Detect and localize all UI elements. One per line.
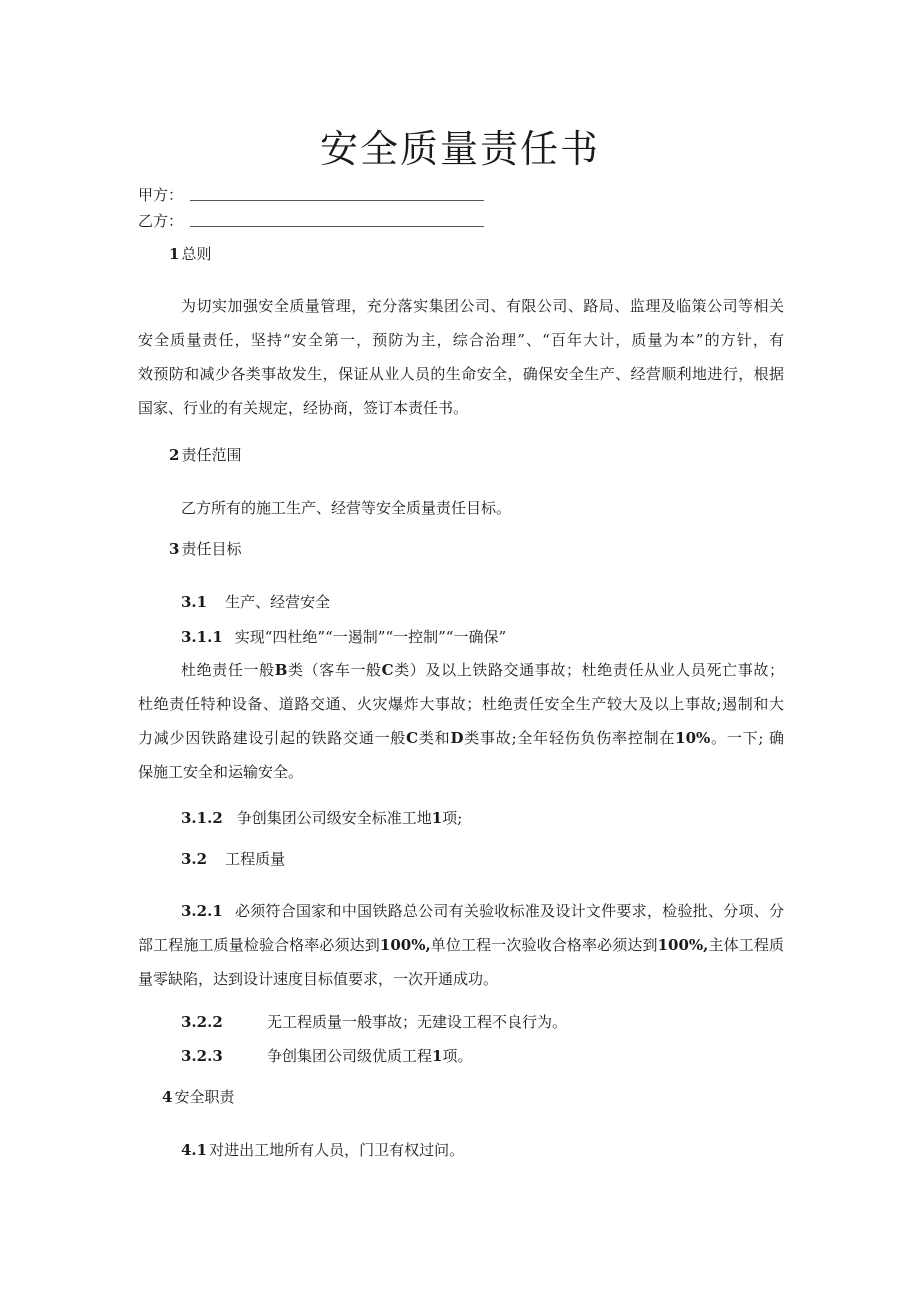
text-run: 类（客车一般 <box>287 661 382 679</box>
item-text: 项; <box>442 809 463 827</box>
section-number: 4.1 <box>181 1141 208 1159</box>
paragraph-line: 为切实加强安全质量管理，充分落实集团公司、有限公司、路局、监理及临策公司等相关 <box>181 297 784 315</box>
item-count: 1 <box>431 809 443 827</box>
section-2-heading <box>169 444 241 465</box>
section-number: 3.2.3 <box>181 1047 223 1065</box>
section-title: 总则 <box>181 245 212 263</box>
text-run: 力减少因铁路建设引起的铁路交通一般 <box>138 729 407 747</box>
section-4-1 <box>181 1139 464 1160</box>
section-2-paragraph: 乙方所有的施工生产、经营等安全质量责任目标。 <box>181 499 512 517</box>
item-text: 争创集团公司级安全标准工地 <box>236 809 432 827</box>
section-title: 实现“四杜绝”“一遏制”“一控制”“一确保” <box>234 628 507 646</box>
section-3-2-2 <box>181 1011 567 1032</box>
paragraph-line: 保施工安全和运输安全。 <box>138 763 304 781</box>
paragraph-line: 国家、行业的有关规定，经协商，签订本责任书。 <box>138 399 469 417</box>
text-run: 10% <box>675 729 711 747</box>
section-3-2-1-paragraph <box>138 894 784 996</box>
section-number: 4 <box>162 1088 173 1106</box>
section-number: 3 <box>169 540 180 558</box>
text-run: 100%, <box>379 936 431 954</box>
section-number: 1 <box>169 245 180 263</box>
item-text: 项。 <box>442 1047 473 1065</box>
paragraph-line <box>138 928 784 962</box>
text-run: C <box>381 661 394 679</box>
party-b-underline <box>190 226 484 227</box>
section-number: 3.2.1 <box>181 902 223 920</box>
section-1-heading <box>169 243 211 264</box>
section-3-heading <box>169 538 241 559</box>
section-title: 安全职责 <box>174 1088 235 1106</box>
paragraph-line: 安全质量责任，坚持“安全第一，预防为主，综合治理”、“百年大计，质量为本”的方针，有 <box>138 331 784 349</box>
text-run: 杜绝责任一般 <box>181 661 275 679</box>
section-3-2-heading <box>181 848 285 869</box>
item-text: 争创集团公司级优质工程 <box>267 1047 433 1065</box>
section-4-heading <box>162 1086 234 1107</box>
section-number: 3.2.2 <box>181 1013 223 1031</box>
text-run: D <box>450 729 464 747</box>
section-title: 工程质量 <box>225 850 286 868</box>
party-a-field <box>138 184 183 205</box>
text-run: B <box>274 661 288 679</box>
section-3-1-1-paragraph <box>138 653 784 789</box>
party-a-label: 甲方： <box>138 186 184 204</box>
text-run: 类）及以上铁路交通事故；杜绝责任从业人员死亡事故； <box>393 661 784 679</box>
text-run: 部工程施工质量检验合格率必须达到 <box>138 936 380 954</box>
text-run: 主体工程质 <box>708 936 784 954</box>
text-run: 100%, <box>657 936 709 954</box>
document-title: 安全质量责任书 <box>319 127 600 171</box>
section-1-paragraph <box>138 289 784 425</box>
section-title: 责任目标 <box>181 540 242 558</box>
paragraph-line: 量零缺陷，达到设计速度目标值要求，一次开通成功。 <box>138 970 499 988</box>
paragraph-line: 效预防和减少各类事故发生，保证从业人员的生命安全，确保安全生产、经营顺利地进行，根据 <box>138 365 784 383</box>
text-run: 类事故;全年轻伤负伤率控制在 <box>463 729 676 747</box>
party-a-underline <box>190 200 484 201</box>
section-title: 责任范围 <box>181 446 242 464</box>
section-number: 3.2 <box>181 850 208 868</box>
party-b-label: 乙方： <box>138 212 184 230</box>
section-3-1-1-heading <box>181 626 506 647</box>
text-run: 。一下; 确 <box>710 729 784 747</box>
section-number: 2 <box>169 446 180 464</box>
section-3-1-heading <box>181 591 330 612</box>
section-number: 3.1.2 <box>181 809 223 827</box>
section-3-1-2 <box>181 807 462 828</box>
paragraph-line <box>138 894 784 928</box>
item-text: 对进出工地所有人员，门卫有权过问。 <box>209 1141 465 1159</box>
text-run: 类和 <box>418 729 451 747</box>
text-run: 单位工程一次验收合格率必须达到 <box>430 936 658 954</box>
section-number: 3.1 <box>181 593 208 611</box>
text-run: C <box>406 729 419 747</box>
paragraph-line <box>138 721 784 755</box>
section-title: 生产、经营安全 <box>225 593 331 611</box>
section-3-2-3 <box>181 1045 472 1066</box>
paragraph-line <box>138 653 784 687</box>
item-text: 无工程质量一般事故；无建设工程不良行为。 <box>267 1013 568 1031</box>
party-b-field <box>138 210 183 231</box>
text-run: 必须符合国家和中国铁路总公司有关验收标准及设计文件要求，检验批、分项、分 <box>234 902 784 920</box>
item-count: 1 <box>432 1047 443 1065</box>
paragraph-line: 杜绝责任特种设备、道路交通、火灾爆炸大事故；杜绝责任安全生产较大及以上事故;遏制和大 <box>138 695 784 713</box>
section-number: 3.1.1 <box>181 628 223 646</box>
